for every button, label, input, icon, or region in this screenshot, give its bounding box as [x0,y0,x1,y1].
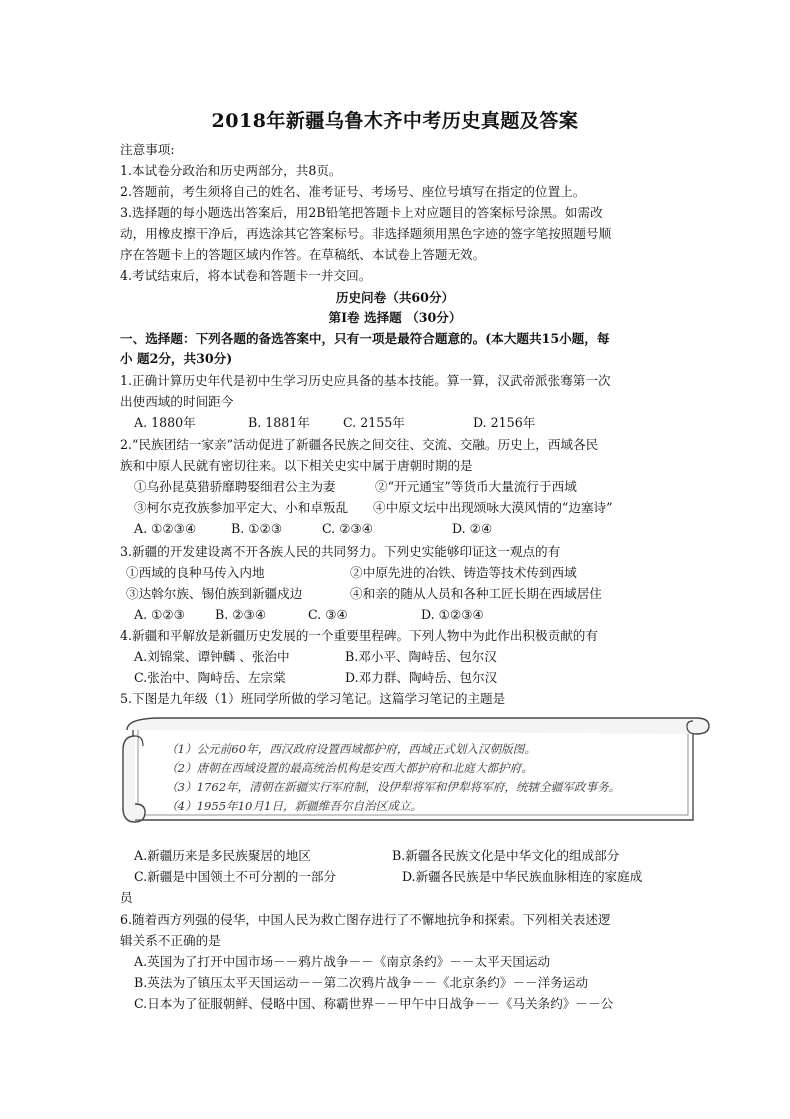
question-3-option-b: B. ②③④ [215,607,267,622]
question-4-option-a: A.刘锦棠、谭钟麟 、张治中 [134,649,290,664]
note-line: （1）公元前60年，西汉政府设置西域都护府，西域正式划入汉朝版图。 [166,742,536,756]
question-6-option-a: A.英国为了打开中国市场－－鸦片战争－－《南京条约》－－太平天国运动 [134,954,551,969]
question-2-item-4: ④中原文坛中出现颂咏大漠风情的“边塞诗” [373,500,613,515]
question-5-stem: 5.下图是九年级（1）班同学所做的学习笔记。这篇学习笔记的主题是 [120,691,506,706]
question-4-option-d: D.邓力群、陶峙岳、包尔汉 [345,670,498,685]
instruction-line: 一、选择题：下列各题的备选答案中，只有一项是最符合题意的。(本大题共15小题，每 [120,331,610,346]
question-5-option-d: D.新疆各民族是中华民族血脉相连的家庭成 [402,869,643,884]
question-2-option-c: C. ②③④ [322,521,374,536]
question-3-item-2: ②中原先进的冶铁、铸造等技术传到西域 [350,565,577,580]
notice-line: 2.答题前，考生须将自己的姓名、准考证号、考场号、座位号填写在指定的位置上。 [120,184,586,199]
question-2-option-b: B. ①②③ [231,521,283,536]
question-4-option-c: C.张治中、陶峙岳、左宗棠 [134,670,286,685]
question-2-item-2: ②“开元通宝”等货币大量流行于西域 [375,479,577,494]
question-2-stem: 族和中原人民就有密切往来。以下相关史实中属于唐朝时期的是 [120,458,473,473]
question-1-option-b: B. 1881年 [248,415,310,430]
document-title: 2018年新疆乌鲁木齐中考历史真题及答案 [211,110,579,132]
notice-line: 4.考试结束后，将本试卷和答题卡一并交回。 [120,268,372,283]
study-notes-scroll [121,716,711,824]
question-5-option-c: C.新疆是中国领土不可分割的一部分 [134,869,337,884]
question-5-option-b: B.新疆各民族文化是中华文化的组成部分 [392,848,620,863]
part-title: 第Ⅰ卷 选择题 （30分） [328,310,462,325]
question-5-option-a: A.新疆历来是多民族聚居的地区 [134,848,311,863]
question-2-stem: 2.“民族团结一家亲”活动促进了新疆各民族之间交往、交流、交融。历史上，西域各民 [120,437,599,452]
note-line: （4）1955年10月1日，新疆维吾尔自治区成立。 [166,799,423,813]
question-6-stem: 辑关系不正确的是 [120,933,221,948]
notice-line: 1.本试卷分政治和历史两部分，共8页。 [120,163,342,178]
question-2-item-3: ③柯尔克孜族参加平定大、小和卓叛乱 [134,500,349,515]
notice-line: 序在答题卡上的答题区域内作答。在草稿纸、本试卷上答题无效。 [120,247,486,262]
section-title: 历史问卷（共60分） [335,290,455,305]
question-6-option-b: B.英法为了镇压太平天国运动－－第二次鸦片战争－－《北京条约》－－洋务运动 [134,975,589,990]
question-3-option-d: D. ①②③④ [421,607,484,622]
notice-line: 3.选择题的每小题选出答案后，用2B铅笔把答题卡上对应题目的答案标号涂黑。如需改 [120,205,603,220]
question-6-stem: 6.随着西方列强的侵华，中国人民为救亡图存进行了不懈地抗争和探索。下列相关表述逻 [120,912,611,927]
question-6-option-c: C.日本为了征服朝鲜、侵略中国、称霸世界－－甲午中日战争－－《马关条约》－－公 [134,996,614,1011]
question-1-option-a: A. 1880年 [134,415,196,430]
note-line: （2）唐朝在西域设置的最高统治机构是安西大都护府和北庭大都护府。 [166,761,533,775]
question-1-stem: 出使西域的时间距今 [120,394,234,409]
question-3-item-4: ④和亲的随从人员和各种工匠长期在西域居住 [350,586,602,601]
question-3-stem: 3.新疆的开发建设离不开各族人民的共同努力。下列史实能够印证这一观点的有 [120,544,561,559]
instruction-line: 小 题2分，共30分) [120,351,233,366]
question-2-item-1: ①乌孙昆莫猎骄靡聘娶细君公主为妻 [134,479,336,494]
question-1-option-d: D. 2156年 [473,415,536,430]
question-1-option-c: C. 2155年 [343,415,405,430]
question-2-option-a: A. ①②③④ [134,521,197,536]
question-5-option-d-cont: 员 [120,890,133,905]
question-3-option-a: A. ①②③ [134,607,185,622]
question-4-option-b: B.邓小平、陶峙岳、包尔汉 [345,649,497,664]
question-2-option-d: D. ②④ [452,521,493,536]
notice-heading: 注意事项: [120,142,175,157]
question-1-stem: 1.正确计算历史年代是初中生学习历史应具备的基本技能。算一算，汉武帝派张骞第一次 [120,373,611,388]
question-3-item-3: ③达斡尔族、锡伯族到新疆戍边 [126,586,303,601]
notice-line: 动，用橡皮擦干净后，再选涂其它答案标号。非选择题须用黑色字迹的签字笔按照题号顺 [120,226,612,241]
note-line: （3）1762年，清朝在新疆实行军府制，设伊犁将军和伊犁将军府，统辖全疆军政事务。 [166,780,621,794]
question-3-option-c: C. ③④ [308,607,348,622]
question-3-item-1: ①西域的良种马传入内地 [126,565,265,580]
study-notes [166,740,686,816]
question-4-stem: 4.新疆和平解放是新疆历史发展的一个重要里程碑。下列人物中为此作出积极贡献的有 [120,628,598,643]
